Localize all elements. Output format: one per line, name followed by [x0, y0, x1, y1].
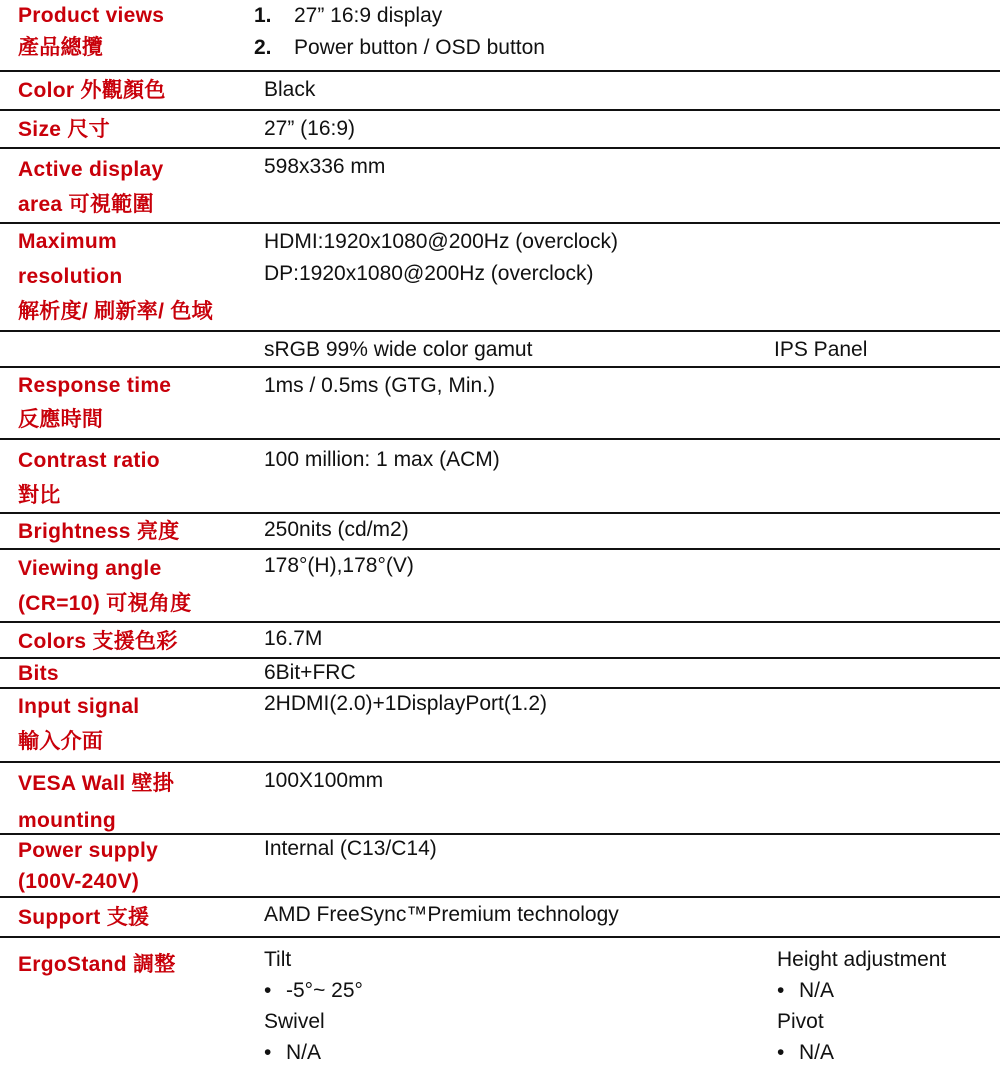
row-support — [0, 898, 1000, 938]
row-label — [18, 949, 176, 981]
value-line: 598x336 mm — [264, 155, 386, 178]
label-line: Maximum — [18, 230, 117, 253]
row-label — [18, 75, 166, 107]
value-line: 2HDMI(2.0)+1DisplayPort(1.2) — [264, 692, 548, 715]
label-line: 產品總攬 — [18, 36, 104, 59]
row-label — [18, 551, 191, 621]
label-line: resolution — [18, 265, 123, 288]
row-value — [264, 74, 315, 106]
row-label — [18, 369, 171, 437]
value-line: 250nits (cd/m2) — [264, 518, 409, 541]
row-power-supply — [0, 835, 1000, 898]
label-line: Contrast ratio — [18, 449, 160, 472]
label-line: Size 尺寸 — [18, 118, 110, 141]
bullet-item — [777, 975, 946, 1006]
label-line: 解析度/ 刷新率/ 色域 — [18, 300, 213, 323]
value-line: N/A — [799, 979, 835, 1002]
row-value — [264, 623, 322, 655]
row-value — [264, 226, 618, 290]
row-value — [264, 444, 500, 476]
row-input-signal — [0, 689, 1000, 763]
label-line: Response time — [18, 374, 172, 397]
label-line: Brightness 亮度 — [18, 520, 180, 543]
row-value — [264, 765, 383, 797]
row-contrast — [0, 440, 1000, 514]
label-line: 輸入介面 — [18, 730, 104, 753]
bullet-icon: • — [264, 979, 272, 1002]
row-brightness — [0, 514, 1000, 550]
item-text: 27” 16:9 display — [294, 4, 443, 27]
value-line: 16.7M — [264, 627, 323, 650]
bullet-item — [264, 1037, 363, 1068]
row-value — [264, 113, 355, 145]
row-value-secondary — [774, 334, 867, 366]
value-line: Pivot — [777, 1010, 824, 1033]
bullet-icon: • — [777, 979, 785, 1002]
label-line: 對比 — [18, 484, 61, 507]
label-line: mounting — [18, 809, 117, 832]
row-label — [18, 516, 179, 548]
row-color — [0, 72, 1000, 111]
label-line: (100V-240V) — [18, 870, 140, 893]
row-bits — [0, 659, 1000, 689]
label-line: Color 外觀顏色 — [18, 79, 166, 102]
label-line: Active display — [18, 158, 164, 181]
label-line: Support 支援 — [18, 906, 150, 929]
row-value — [264, 334, 532, 366]
row-gamut — [0, 332, 1000, 368]
value-line: IPS Panel — [774, 338, 868, 361]
row-size — [0, 111, 1000, 149]
label-line: (CR=10) 可視角度 — [18, 592, 192, 615]
label-line: Bits — [18, 662, 59, 685]
row-value — [264, 514, 409, 546]
value-line: Black — [264, 78, 316, 101]
row-label — [18, 689, 139, 759]
row-label — [18, 902, 149, 934]
bullet-item — [264, 975, 363, 1006]
row-colors — [0, 623, 1000, 659]
value-line: 100X100mm — [264, 769, 384, 792]
row-label — [18, 443, 160, 513]
row-value — [264, 899, 619, 931]
label-line: 反應時間 — [18, 408, 104, 431]
item-text: Power button / OSD button — [294, 36, 545, 59]
value-line: Height adjustment — [777, 948, 947, 971]
row-label — [18, 658, 59, 690]
row-value — [264, 833, 437, 865]
row-label — [18, 626, 178, 658]
row-vesa — [0, 763, 1000, 835]
value-line: DP:1920x1080@200Hz (overclock) — [264, 262, 594, 285]
label-line: VESA Wall 壁掛 — [18, 772, 175, 795]
row-label — [18, 765, 174, 839]
row-value — [264, 688, 547, 720]
value-line: Swivel — [264, 1010, 325, 1033]
row-viewing-angle — [0, 550, 1000, 623]
row-label — [18, 835, 158, 897]
row-value — [264, 151, 385, 183]
value-line: sRGB 99% wide color gamut — [264, 338, 533, 361]
value-line: 27” (16:9) — [264, 117, 356, 140]
row-value-secondary — [777, 944, 946, 1068]
row-ergostand — [0, 938, 1000, 1068]
row-label — [18, 152, 163, 222]
value-line: 100 million: 1 max (ACM) — [264, 448, 500, 471]
list-item — [254, 0, 545, 32]
value-line: 6Bit+FRC — [264, 661, 356, 684]
row-label — [18, 224, 213, 329]
item-number: 2. — [254, 36, 272, 59]
row-response-time — [0, 368, 1000, 440]
label-line: Power supply — [18, 839, 159, 862]
value-line: N/A — [799, 1041, 835, 1064]
bullet-icon: • — [777, 1041, 785, 1064]
row-active-display — [0, 149, 1000, 224]
label-line: area 可視範圍 — [18, 193, 154, 216]
row-label — [18, 114, 110, 146]
label-line: Product views — [18, 4, 165, 27]
bullet-icon: • — [264, 1041, 272, 1064]
value-line: HDMI:1920x1080@200Hz (overclock) — [264, 230, 618, 253]
row-max-resolution — [0, 224, 1000, 332]
row-value — [264, 657, 356, 689]
item-number: 1. — [254, 4, 272, 27]
row-value — [264, 370, 495, 402]
label-line: Input signal — [18, 695, 140, 718]
row-value — [264, 550, 414, 582]
value-line: -5°~ 25° — [286, 979, 363, 1002]
row-value — [264, 944, 363, 1068]
label-line: ErgoStand 調整 — [18, 953, 176, 976]
list-item — [254, 32, 545, 64]
row-product-views — [0, 0, 1000, 72]
value-line: AMD FreeSync™Premium technology — [264, 903, 619, 926]
label-line: Colors 支援色彩 — [18, 630, 178, 653]
value-line: Internal (C13/C14) — [264, 837, 437, 860]
bullet-item — [777, 1037, 946, 1068]
value-line: N/A — [286, 1041, 322, 1064]
row-value — [254, 0, 545, 64]
label-line: Viewing angle — [18, 557, 162, 580]
value-line: Tilt — [264, 948, 292, 971]
row-label — [18, 0, 164, 64]
value-line: 178°(H),178°(V) — [264, 554, 414, 577]
value-line: 1ms / 0.5ms (GTG, Min.) — [264, 374, 496, 397]
